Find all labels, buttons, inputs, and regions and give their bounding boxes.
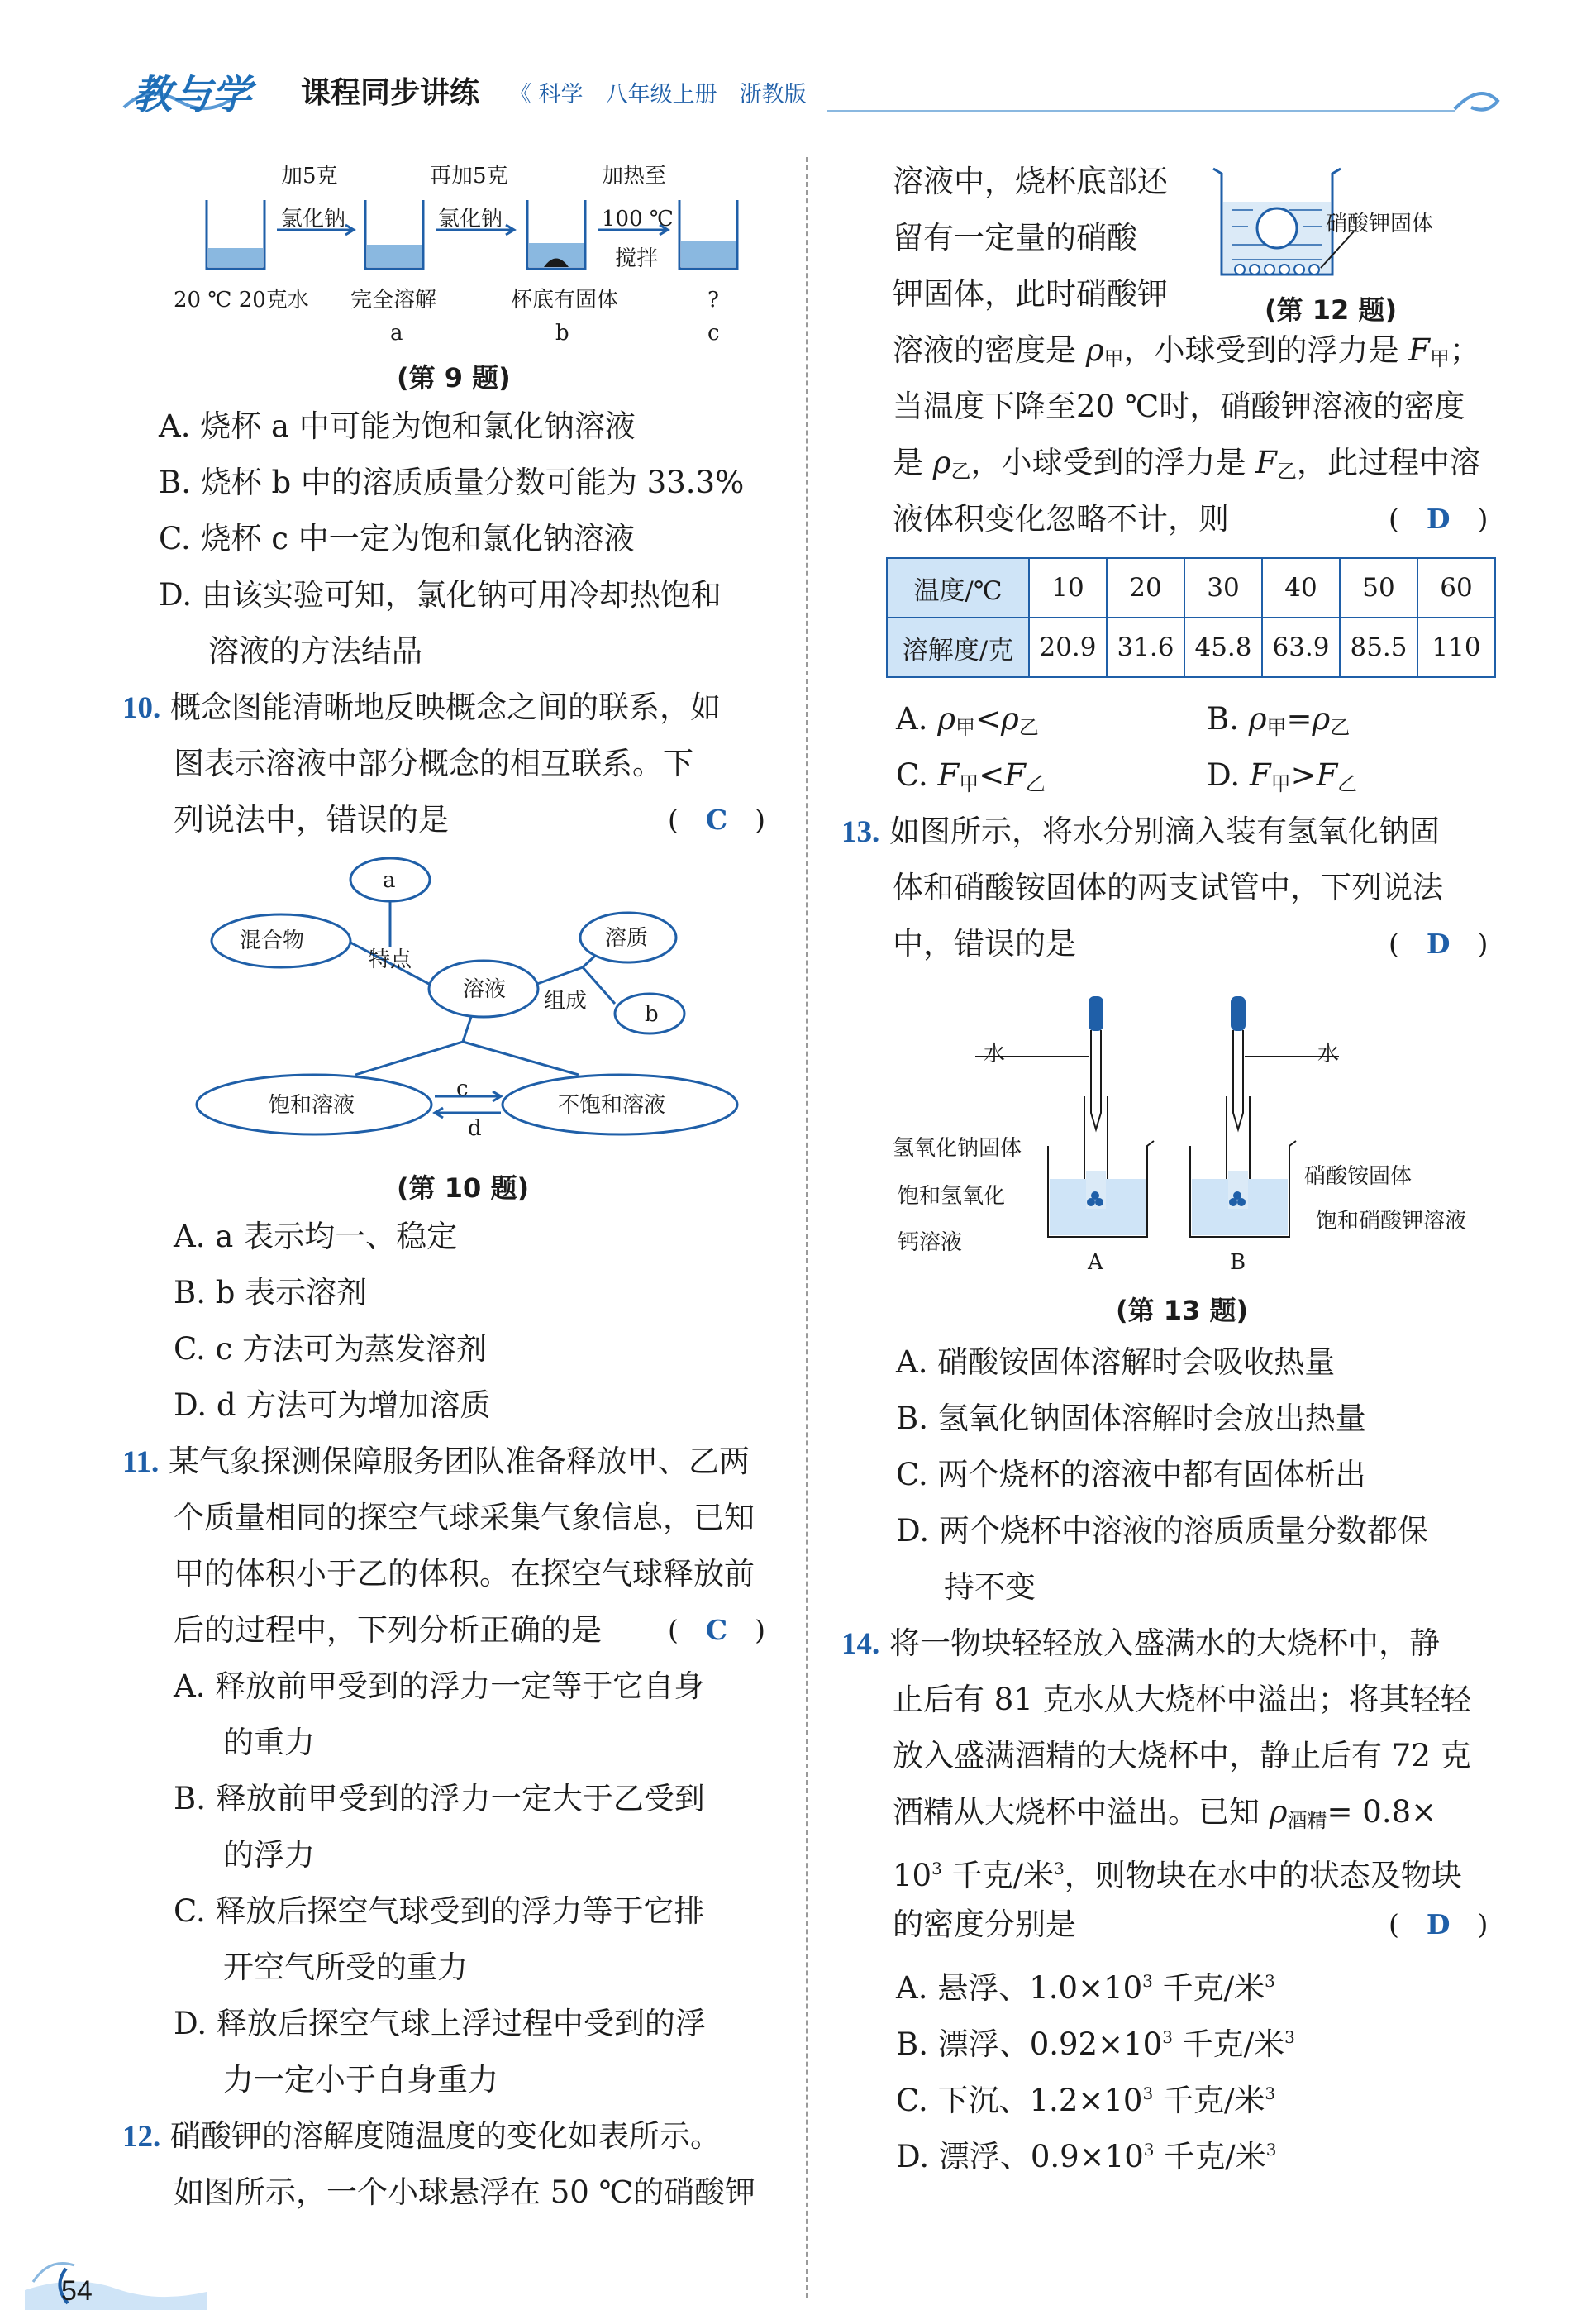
q12-right-line2: 留有一定量的硝酸 — [893, 220, 1137, 255]
exp-3: 3 — [931, 1859, 942, 1878]
q13-line1 — [841, 804, 1440, 861]
exp-3: 3 — [1265, 2140, 1277, 2160]
unit: 千克/米 — [1154, 2139, 1266, 2174]
sub-alcohol: 酒精 — [1287, 1809, 1327, 1832]
sub-jia: 甲 — [1103, 347, 1124, 370]
q11-option-b: B. 释放前甲受到的浮力一定大于乙受到 — [174, 1781, 705, 1816]
q9-option-d-cont: 溶液的方法结晶 — [208, 633, 422, 669]
fig9-beakers-diagram — [190, 190, 769, 289]
q12-line2: 如图所示，一个小球悬浮在 50 ℃的硝酸钾 — [174, 2174, 755, 2210]
q14-opt-c-text: C. 下沉、1.2×10 — [896, 2083, 1143, 2118]
force-symbol: F — [1408, 332, 1430, 368]
fig13-naoh-label: 氢氧化钠固体 — [893, 1136, 1022, 1161]
q11-line1 — [122, 1434, 750, 1491]
fig10-node-solution: 溶液 — [463, 977, 507, 1002]
fig13-water-right: 水 — [1317, 1042, 1340, 1067]
fig9-beaker2-label: 完全溶解 — [350, 288, 437, 313]
q12-option-a — [896, 691, 1039, 756]
rho-symbol: ρ — [937, 701, 956, 737]
q14-option-a — [896, 1953, 1275, 2016]
sub-jia: 甲 — [1429, 347, 1450, 370]
op-eq: = — [1286, 701, 1313, 737]
q10-text1: 概念图能清晰地反映概念之间的联系，如 — [170, 690, 722, 725]
table-cell: 40 — [1262, 558, 1340, 618]
fig10-node-mixture: 混合物 — [240, 928, 305, 953]
exp-3: 3 — [1142, 2083, 1154, 2103]
q13-line3: 中，错误的是 — [893, 926, 1076, 962]
q12-option-c — [896, 747, 1046, 812]
q10-option-c: C. c 方法可为蒸发溶剂 — [174, 1331, 487, 1367]
fig10-label-feature: 特点 — [369, 947, 412, 972]
header-subtitle: 《 科学 八年级上册 浙教版 — [509, 82, 807, 107]
exp-3: 3 — [1265, 1971, 1275, 1991]
table-row — [887, 558, 1495, 618]
sub-yi: 乙 — [1337, 772, 1358, 795]
fig12-solid-label: 硝酸钾固体 — [1326, 212, 1434, 236]
fig10-label-composition: 组成 — [544, 989, 588, 1014]
table-cell: 20 — [1107, 558, 1184, 618]
fig13-beaker-a: A — [1088, 1250, 1103, 1275]
fig13-test-tubes-diagram — [975, 981, 1339, 1253]
table-cell: 50 — [1340, 558, 1417, 618]
q14-text5b: 千克/米 — [941, 1858, 1055, 1893]
fig9-step1-bot: 氯化钠 — [281, 207, 346, 231]
rho-symbol: ρ — [1312, 701, 1331, 737]
q12-text6a: 是 — [893, 445, 923, 480]
q14-text5a: 10 — [893, 1858, 932, 1893]
fig13-caoh-label1: 饱和氢氧化 — [898, 1184, 1006, 1209]
q14-text5c: ，则物块在水中的状态及物块 — [1064, 1858, 1462, 1893]
q14-line6: 的密度分别是 — [893, 1907, 1076, 1942]
sub-jia: 甲 — [955, 716, 976, 739]
fig9-step3-mid: 100 ℃ — [602, 207, 674, 231]
unit: 千克/米 — [1152, 1970, 1265, 2006]
force-symbol: F — [1004, 757, 1026, 793]
q10-answer: ( C ) — [668, 804, 766, 836]
q14-line5 — [893, 1840, 1462, 1904]
fig12-caption: (第 12 题) — [1265, 294, 1398, 326]
q11-line4: 后的过程中，下列分析正确的是 — [174, 1612, 602, 1648]
fig9-beaker3-letter: b — [555, 321, 569, 346]
q11-option-a-cont: 的重力 — [223, 1725, 315, 1760]
fig10-node-unsaturated: 不饱和溶液 — [558, 1093, 666, 1118]
fig13-kno3-label: 饱和硝酸钾溶液 — [1316, 1209, 1467, 1234]
table-header-temp: 温度/℃ — [887, 558, 1029, 618]
fig13-nh4no3-label: 硝酸铵固体 — [1304, 1164, 1413, 1189]
opt-letter: A. — [896, 701, 928, 737]
rho-symbol: ρ — [1085, 332, 1104, 368]
fig9-beaker4-label: ? — [707, 288, 719, 313]
q12-text4c: ； — [1449, 332, 1480, 368]
opt-letter: D. — [1207, 757, 1241, 793]
fig9-caption: (第 9 题) — [397, 362, 511, 394]
q10-line3: 列说法中，错误的是 — [174, 802, 449, 838]
q12-right-line1: 溶液中，烧杯底部还 — [893, 164, 1168, 199]
q11-option-a: A. 释放前甲受到的浮力一定等于它自身 — [174, 1668, 705, 1704]
q9-option-b: B. 烧杯 b 中的溶质质量分数可能为 33.3% — [159, 465, 745, 500]
q14-answer: ( D ) — [1389, 1908, 1489, 1940]
fig10-node-a: a — [383, 868, 396, 893]
q12-line1 — [122, 2108, 721, 2165]
column-divider — [806, 157, 808, 2298]
q13-option-a: A. 硝酸铵固体溶解时会吸收热量 — [896, 1344, 1336, 1380]
q14-line4 — [893, 1784, 1436, 1849]
q12-line7: 液体积变化忽略不计，则 — [893, 501, 1229, 537]
table-cell: 31.6 — [1107, 618, 1184, 677]
q11-option-b-cont: 的浮力 — [223, 1837, 315, 1873]
q12-number: 12. — [122, 2120, 161, 2154]
fig9-beaker3-label: 杯底有固体 — [511, 288, 619, 313]
header-logo: 教与学 — [132, 72, 252, 118]
q11-text1: 某气象探测保障服务团队准备释放甲、乙两 — [168, 1444, 750, 1479]
unit: 千克/米 — [1172, 2026, 1285, 2062]
q14-line1 — [841, 1616, 1440, 1673]
q9-option-c: C. 烧杯 c 中一定为饱和氯化钠溶液 — [159, 521, 635, 556]
exp-3: 3 — [1162, 2027, 1173, 2047]
q10-option-d: D. d 方法可为增加溶质 — [174, 1387, 491, 1423]
force-symbol: F — [937, 757, 960, 793]
q14-option-d — [896, 2121, 1277, 2185]
table-cell: 85.5 — [1340, 618, 1417, 677]
rho-symbol: ρ — [1248, 701, 1267, 737]
q10-line2: 图表示溶液中部分概念的相互联系。下 — [174, 746, 693, 781]
q12-text6c: ，此过程中溶 — [1296, 445, 1480, 480]
q12-option-d — [1207, 747, 1357, 812]
table-cell: 63.9 — [1262, 618, 1340, 677]
fig10-arrow-d: d — [468, 1116, 482, 1141]
q10-option-b: B. b 表示溶剂 — [174, 1275, 368, 1310]
sub-jia: 甲 — [1270, 772, 1291, 795]
opt-letter: C. — [896, 757, 928, 793]
q9-option-a: A. 烧杯 a 中可能为饱和氯化钠溶液 — [159, 408, 636, 444]
q12-line6 — [893, 435, 1480, 499]
force-symbol: F — [1249, 757, 1271, 793]
sub-yi: 乙 — [950, 460, 971, 483]
table-cell: 60 — [1417, 558, 1495, 618]
q14-opt-b-text: B. 漂浮、0.92×10 — [896, 2026, 1163, 2062]
fig9-step2-bot: 氯化钠 — [438, 207, 503, 231]
fig9-beaker2-letter: a — [390, 321, 403, 346]
fig10-caption: (第 10 题) — [397, 1172, 530, 1204]
q14-text4a: 酒精从大烧杯中溢出。已知 — [893, 1794, 1260, 1830]
q13-text1: 如图所示，将水分别滴入装有氢氧化钠固 — [889, 814, 1441, 849]
q13-line2: 体和硝酸铵固体的两支试管中，下列说法 — [893, 870, 1443, 905]
q11-option-d: D. 释放后探空气球上浮过程中受到的浮 — [174, 2006, 706, 2041]
fig10-node-solute: 溶质 — [605, 926, 649, 951]
q11-option-d-cont: 力一定小于自身重力 — [223, 2062, 498, 2098]
q12-text1: 硝酸钾的溶解度随温度的变化如表所示。 — [170, 2118, 722, 2154]
exp-3: 3 — [1054, 1859, 1065, 1878]
q12-line5: 当温度下降至20 ℃时，硝酸钾溶液的密度 — [893, 389, 1465, 424]
fig10-arrow-c: c — [456, 1076, 469, 1101]
q10-option-a: A. a 表示均一、稳定 — [174, 1219, 458, 1254]
rho-symbol: ρ — [932, 445, 951, 480]
q12-density-line — [893, 322, 1480, 387]
q12-text6b: ，小球受到的浮力是 — [970, 445, 1246, 480]
header-rule — [827, 110, 1455, 112]
q11-answer-letter: C — [705, 1614, 728, 1646]
sub-yi: 乙 — [1025, 772, 1046, 795]
q14-answer-letter: D — [1426, 1908, 1451, 1940]
unit: 千克/米 — [1153, 2083, 1265, 2118]
q9-option-d: D. 由该实验可知，氯化钠可用冷却热饱和 — [159, 577, 722, 613]
q10-number: 10. — [122, 691, 161, 725]
q14-line3: 放入盛满酒精的大烧杯中，静止后有 72 克 — [893, 1738, 1471, 1773]
table-cell: 30 — [1184, 558, 1262, 618]
q14-number: 14. — [841, 1627, 880, 1661]
op-lt: < — [979, 757, 1005, 793]
q12-option-b — [1207, 691, 1350, 756]
q14-option-b — [896, 2009, 1295, 2073]
q13-answer-letter: D — [1426, 928, 1451, 960]
q10-line1 — [122, 680, 721, 737]
sub-yi: 乙 — [1330, 716, 1351, 739]
exp-3: 3 — [1284, 2027, 1295, 2047]
sub-jia: 甲 — [1266, 716, 1287, 739]
q14-text4b: = 0.8× — [1327, 1794, 1437, 1830]
q12-answer-letter: D — [1426, 503, 1451, 535]
solubility-table — [886, 557, 1496, 678]
q13-option-b: B. 氢氧化钠固体溶解时会放出热量 — [896, 1401, 1366, 1436]
fig9-beaker1-label: 20 ℃ 20克水 — [174, 288, 309, 313]
page-number: 54 — [61, 2275, 93, 2307]
q10-answer-letter: C — [705, 804, 728, 836]
sub-jia: 甲 — [959, 772, 979, 795]
table-header-solubility: 溶解度/克 — [887, 618, 1029, 677]
opt-letter: B. — [1207, 701, 1239, 737]
table-cell: 20.9 — [1029, 618, 1107, 677]
exp-3: 3 — [1265, 2083, 1276, 2103]
fig9-step3-top: 加热至 — [602, 164, 667, 189]
q12-answer: ( D ) — [1389, 503, 1489, 535]
fig13-caoh-label2: 钙溶液 — [898, 1230, 963, 1255]
q12-right-line3: 钾固体，此时硝酸钾 — [893, 276, 1168, 312]
q13-option-d-cont: 持不变 — [944, 1569, 1036, 1605]
q14-line2: 止后有 81 克水从大烧杯中溢出；将其轻轻 — [893, 1682, 1471, 1717]
q13-option-c: C. 两个烧杯的溶液中都有固体析出 — [896, 1457, 1366, 1492]
fig13-water-left: 水 — [984, 1042, 1006, 1067]
rho-symbol: ρ — [1001, 701, 1019, 737]
q12-text4b: ，小球受到的浮力是 — [1123, 332, 1399, 368]
header-title: 课程同步讲练 — [301, 76, 480, 110]
q11-line2: 个质量相同的探空气球采集气象信息，已知 — [174, 1500, 755, 1535]
q13-number: 13. — [841, 815, 880, 849]
sub-yi: 乙 — [1018, 716, 1039, 739]
fig9-step1-top: 加5克 — [281, 164, 338, 189]
table-cell: 110 — [1417, 618, 1495, 677]
q11-option-c: C. 释放后探空气球受到的浮力等于它排 — [174, 1893, 705, 1929]
q12-text4a: 溶液的密度是 — [893, 332, 1076, 368]
q13-answer: ( D ) — [1389, 928, 1489, 960]
fig9-beaker4-letter: c — [707, 321, 720, 346]
q14-option-c — [896, 2065, 1275, 2129]
sub-yi: 乙 — [1276, 460, 1297, 483]
op-lt: < — [975, 701, 1002, 737]
fig10-node-b: b — [645, 1002, 659, 1027]
table-cell: 10 — [1029, 558, 1107, 618]
q14-opt-a-text: A. 悬浮、1.0×10 — [896, 1970, 1143, 2006]
q11-option-c-cont: 开空气所受的重力 — [223, 1950, 468, 1985]
fig10-node-saturated: 饱和溶液 — [269, 1093, 355, 1118]
force-symbol: F — [1316, 757, 1338, 793]
q11-line3: 甲的体积小于乙的体积。在探空气球释放前 — [174, 1556, 755, 1592]
fig9-step2-top: 再加5克 — [430, 164, 508, 189]
q11-answer: ( C ) — [668, 1614, 766, 1646]
fig13-caption: (第 13 题) — [1116, 1295, 1249, 1326]
fig9-step3-bot: 搅拌 — [615, 246, 659, 271]
table-cell: 45.8 — [1184, 618, 1262, 677]
q13-option-d: D. 两个烧杯中溶液的溶质质量分数都保 — [896, 1513, 1428, 1549]
op-gt: > — [1290, 757, 1317, 793]
exp-3: 3 — [1143, 2140, 1155, 2160]
rho-symbol: ρ — [1269, 1794, 1288, 1830]
q11-number: 11. — [122, 1445, 160, 1479]
exp-3: 3 — [1142, 1971, 1153, 1991]
fig13-beaker-b: B — [1230, 1250, 1246, 1275]
q14-text1: 将一物块轻轻放入盛满水的大烧杯中，静 — [889, 1625, 1441, 1661]
table-row — [887, 618, 1495, 677]
force-symbol: F — [1255, 445, 1277, 480]
q14-opt-d-text: D. 漂浮、0.9×10 — [896, 2139, 1144, 2174]
